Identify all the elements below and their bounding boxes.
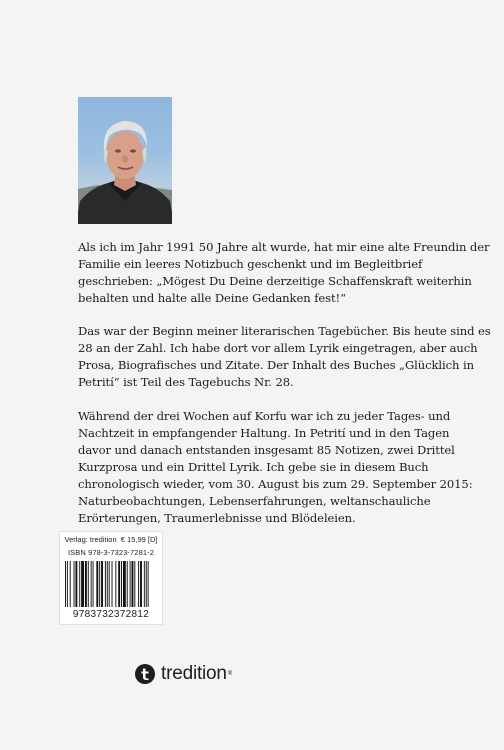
text-line: davor und danach entstanden insgesamt 85 Notizen, zwei Drittel <box>78 443 455 457</box>
author-photo <box>78 97 172 224</box>
korfu-paragraph <box>78 408 473 527</box>
intro-paragraph <box>78 239 490 307</box>
publisher-logo <box>135 660 232 688</box>
text-line: Als ich im Jahr 1991 50 Jahre alt wurde, hat mir eine alte Freundin der <box>78 240 490 254</box>
isbn-barcode-label <box>59 531 163 625</box>
text-line: geschrieben: „Mögest Du Deine derzeitige Schaffenskraft weiterhin <box>78 274 472 288</box>
text-line: behalten und halte alle Deine Gedanken fest!“ <box>78 291 346 305</box>
text-line: Familie ein leeres Notizbuch geschenkt und im Begleitbrief <box>78 257 423 271</box>
text-line: Kurzprosa und ein Drittel Lyrik. Ich gebe sie in diesem Buch <box>78 460 429 474</box>
verlag-text: Verlag: tredition <box>64 535 117 544</box>
price-text: € 15,99 [D] <box>120 535 158 544</box>
barcode-digits: 9783732372812 <box>72 609 150 620</box>
text-line: Prosa, Biografisches und Zitate. Der Inhalt des Buches „Glücklich in <box>78 358 474 372</box>
text-line: 28 an der Zahl. Ich habe dort vor allem Lyrik eingetragen, aber auch <box>78 341 478 355</box>
isbn-text: ISBN 978-3-7323-7281-2 <box>67 548 154 557</box>
text-line: Nachtzeit in empfangender Haltung. In Petrití und in den Tagen <box>78 426 450 440</box>
text-line: Petrití“ ist Teil des Tagebuchs Nr. 28. <box>78 375 294 389</box>
barcode-icon <box>64 561 158 608</box>
tredition-logo-icon <box>135 664 155 684</box>
publisher-price-line <box>60 535 162 544</box>
text-line: Während der drei Wochen auf Korfu war ich zu jeder Tages- und <box>78 409 451 423</box>
publisher-name: tredition <box>161 663 227 684</box>
registered-mark: ® <box>227 671 233 677</box>
diary-paragraph <box>78 323 491 391</box>
text-line: Das war der Beginn meiner literarischen Tagebücher. Bis heute sind es <box>78 324 491 338</box>
text-line: chronologisch wieder, vom 30. August bis zum 29. September 2015: <box>78 477 473 491</box>
text-line: Erörterungen, Traumerlebnisse und Blödeleien. <box>78 511 356 525</box>
text-line: Naturbeobachtungen, Lebenserfahrungen, weltanschauliche <box>78 494 431 508</box>
